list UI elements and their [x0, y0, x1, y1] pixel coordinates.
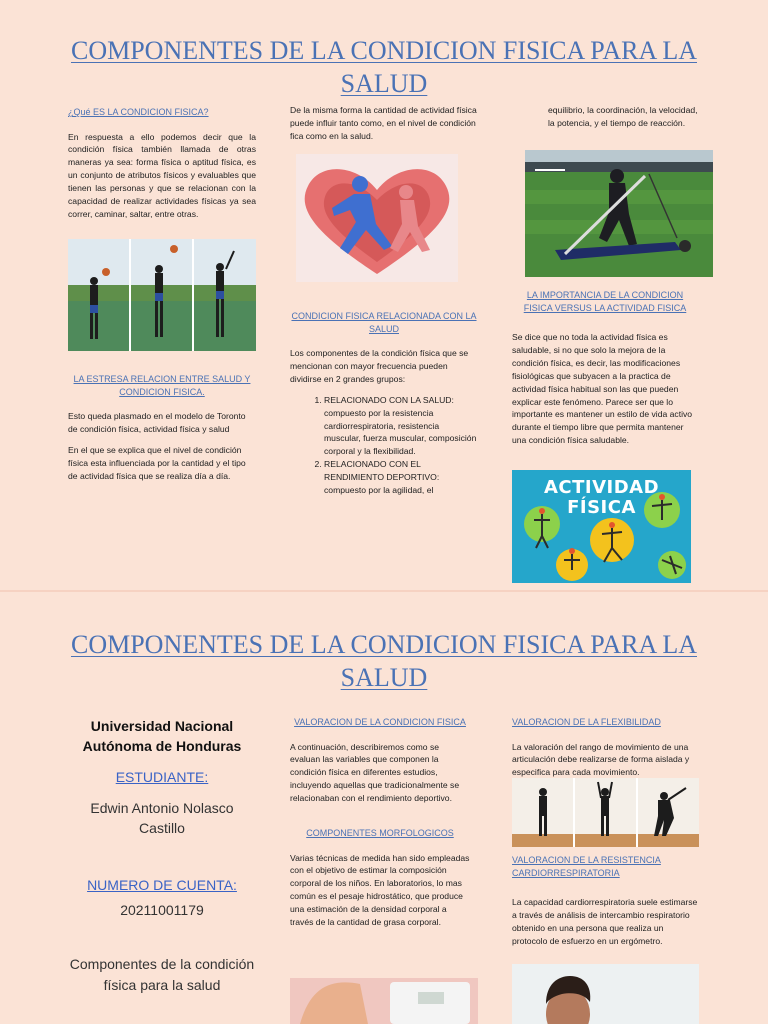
topic-title: Componentes de la condición física para la salud — [69, 956, 255, 993]
cover-info — [68, 716, 256, 996]
paragraph: La valoración del rango de movimiento de una articulación debe realizarse de forma aislada y especifica para cada movimiento. — [512, 741, 690, 778]
column-3-lower — [512, 289, 698, 455]
paragraph: equilibrio, la coordinación, la velocidad, la potencia, y el tiempo de reacción. — [548, 105, 698, 128]
paragraph: Varias técnicas de medida han sido empleadas con el objetivo de estimar la composición corporal de los niños. En laboratorios, lo mas común es el pesaje hidrostático, que produce una estimación de la densidad corporal a través de la cantidad de grasa corporal. — [290, 852, 470, 928]
section-heading-flexibility[interactable]: VALORACION DE LA FLEXIBILIDAD — [512, 717, 661, 727]
brochure-page-2 — [0, 592, 768, 1024]
list-item: 2. RELACIONADO CON EL RENDIMIENTO DEPORTIVO: compuesto por la agilidad, el — [324, 458, 478, 497]
column-3 — [512, 716, 700, 787]
paragraph: Esto queda plasmado en el modelo de Toronto de condición física, actividad física y salud — [68, 411, 246, 434]
column-3-lower — [512, 854, 700, 956]
heart-runners-image — [296, 154, 458, 282]
account-label: NUMERO DE CUENTA: — [87, 877, 237, 893]
section-heading-what-is[interactable]: ¿Qué ES LA CONDICION FISICA? — [68, 107, 209, 117]
column-2-lower — [290, 310, 478, 497]
page-title: COMPONENTES DE LA CONDICION FISICA PARA LA SALUD — [70, 36, 697, 98]
runner-portrait-image — [512, 964, 699, 1024]
basketball-sequence-image — [68, 239, 256, 351]
actividad-fisica-poster — [512, 470, 691, 583]
account-number: 20211001179 — [120, 902, 204, 918]
components-list — [290, 394, 478, 497]
section-heading-cardio[interactable]: VALORACION DE LA RESISTENCIA CARDIORRESPIRATORIA — [512, 855, 661, 878]
paragraph: Se dice que no toda la actividad física es saludable, si no que solo la mejora de la condición física, es decir, las modificaciones fisiológicas que subyacen a la practica de actividad física habitual son las que pueden explicar este fenómeno. Parece ser que lo importante es mantener un estilo de vida activo durante el tiempo libre que permita mantener una condición física saludable. — [512, 332, 693, 446]
flexibility-poses-image — [512, 778, 699, 847]
page-title: COMPONENTES DE LA CONDICION FISICA PARA LA SALUD — [70, 630, 697, 692]
section-heading-assessment[interactable]: VALORACION DE LA CONDICION FISICA — [294, 717, 466, 727]
student-label: ESTUDIANTE: — [115, 769, 209, 785]
paragraph: Los componentes de la condición física que se mencionan con mayor frecuencia pueden dividirse en 2 grandes grupos: — [290, 348, 469, 384]
section-heading-health-related[interactable]: CONDICION FISICA RELACIONADA CON LA SALUD — [291, 311, 477, 334]
column-1 — [68, 106, 256, 229]
university-name: Universidad Nacional Autónoma de Honduras — [82, 718, 242, 754]
poster-title-line2: FÍSICA — [567, 497, 636, 518]
paragraph: De la misma forma la cantidad de actividad física puede influir tanto como, en el nivel de condición fica como en la salud. — [290, 105, 477, 141]
column-3 — [548, 104, 698, 138]
list-item: 1. RELACIONADO CON LA SALUD: compuesto por la resistencia cardiorrespiratoria, resistencia muscular, fuerza muscular, composición corporal y la flexibilidad. — [324, 394, 478, 459]
column-2 — [290, 716, 470, 937]
column-1-lower — [68, 373, 256, 491]
poster-title-line1: ACTIVIDAD — [543, 477, 660, 498]
paragraph: A continuación, describiremos como se evaluan las variables que componen la condición física en diferentes estudios, incluyendo aquellas que tradicionalmente se relacionaban con el rendimiento deportivo. — [290, 741, 460, 804]
column-2 — [290, 104, 478, 151]
section-heading-morphological[interactable]: COMPONENTES MORFOLOGICOS — [306, 828, 454, 839]
paragraph: En el que se explica que el nivel de condición física esta influenciada por la cantidad y el tipo de actividad física que se realiza día a día. — [68, 444, 246, 481]
stretching-athlete-image — [525, 150, 713, 277]
student-name: Edwin Antonio Nolasco Castillo — [90, 800, 234, 836]
paragraph: En respuesta a ello podemos decir que la condición física también llamada de otras maneras ya sea: forma física o aptitud física, es un conjunto de atributos físicos y evaluables que tienen las personas y que se relacionan con la capacidad de realizar actividades físicas ya sea correr, caminar, saltar, entre otras. — [68, 131, 256, 219]
section-heading-relation[interactable]: LA ESTRESA RELACION ENTRE SALUD Y CONDICION FISICA. — [73, 374, 251, 397]
section-heading-importance[interactable]: LA IMPORTANCIA DE LA CONDICION FISICA VERSUS LA ACTIVIDAD FISICA — [523, 290, 687, 313]
paragraph: La capacidad cardiorrespiratoria suele estimarse a través de análisis de intercambio respiratorio obtenido en una persona que realiza un protocolo de esfuerzo en un ergómetro. — [512, 897, 698, 946]
scale-measurement-image — [290, 978, 478, 1024]
